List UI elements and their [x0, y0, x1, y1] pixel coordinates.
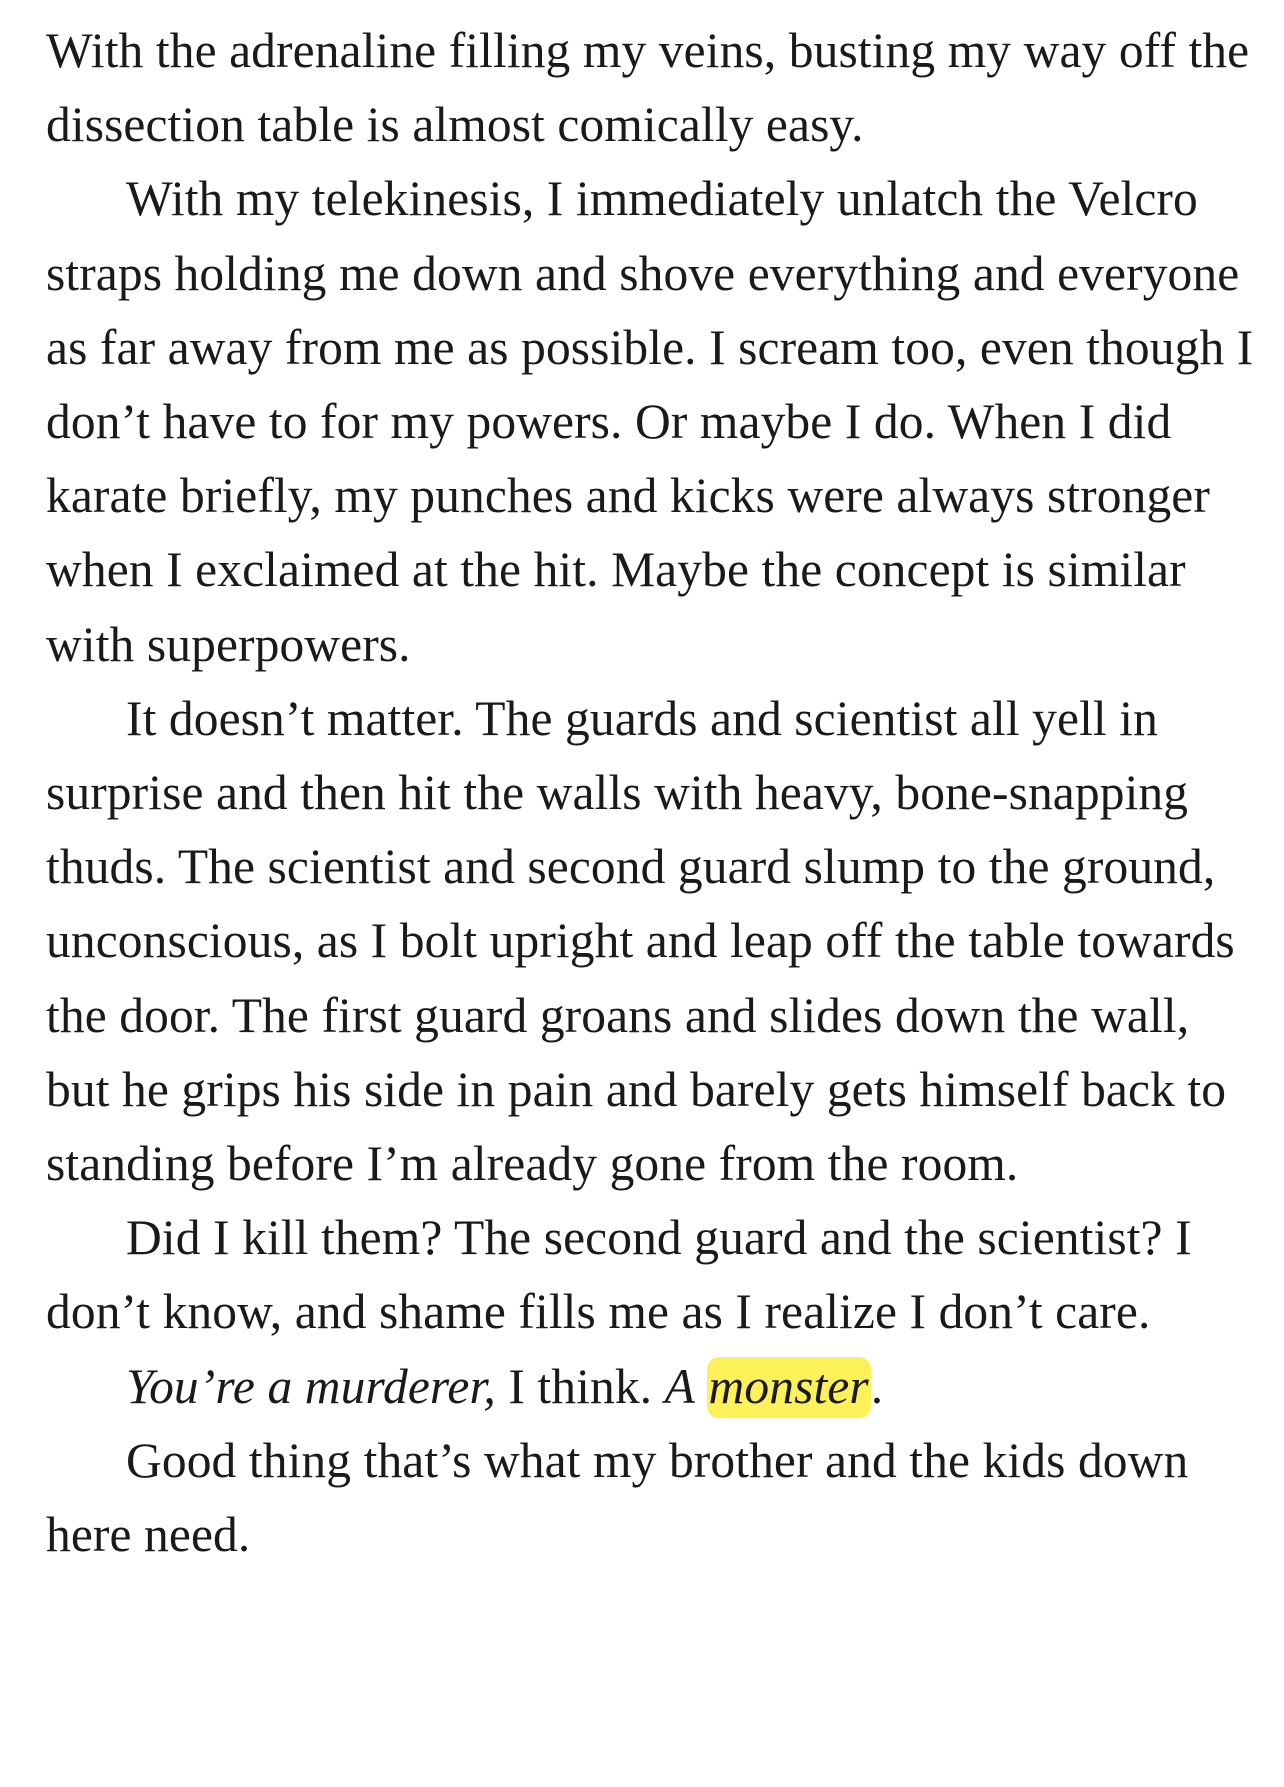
reader-page: [46, 14, 1256, 1572]
paragraph-6: Good thing that’s what my brother and the kids down here need.: [46, 1432, 1189, 1563]
paragraph-4: Did I kill them? The second guard and the scientist? I don’t know, and shame fills me as I realize I don’t care.: [46, 1210, 1192, 1340]
paragraph-5: [46, 1350, 1256, 1424]
plain-text-2: .: [870, 1358, 884, 1414]
plain-text-1: I think.: [495, 1358, 665, 1414]
paragraph-1: With the adrenaline filling my veins, busting my way off the dissection table is almost comically easy.: [46, 23, 1250, 153]
paragraph-3: It doesn’t matter. The guards and scientist all yell in surprise and then hit the walls with heavy, bone-snapping thuds. The scientist and second guard slump to the ground, unconscious, as I bolt upright and leap off the table towards the door. The first guard groans and slides down the wall, but he grips his side in pain and barely gets himself back to standing before I’m already gone from the room.: [46, 690, 1235, 1192]
highlighted-word[interactable]: monster: [707, 1357, 871, 1418]
italic-thought-2: A: [664, 1358, 707, 1414]
paragraph-2: With my telekinesis, I immediately unlatch the Velcro straps holding me down and shove everything and everyone as far away from me as possible. I scream too, even though I don’t have to for my powers. Or maybe I do. When I did karate briefly, my punches and kicks were always stronger when I exclaimed at the hit. Maybe the concept is similar with superpowers.: [46, 171, 1254, 672]
italic-thought-1: You’re a murderer,: [126, 1358, 496, 1414]
